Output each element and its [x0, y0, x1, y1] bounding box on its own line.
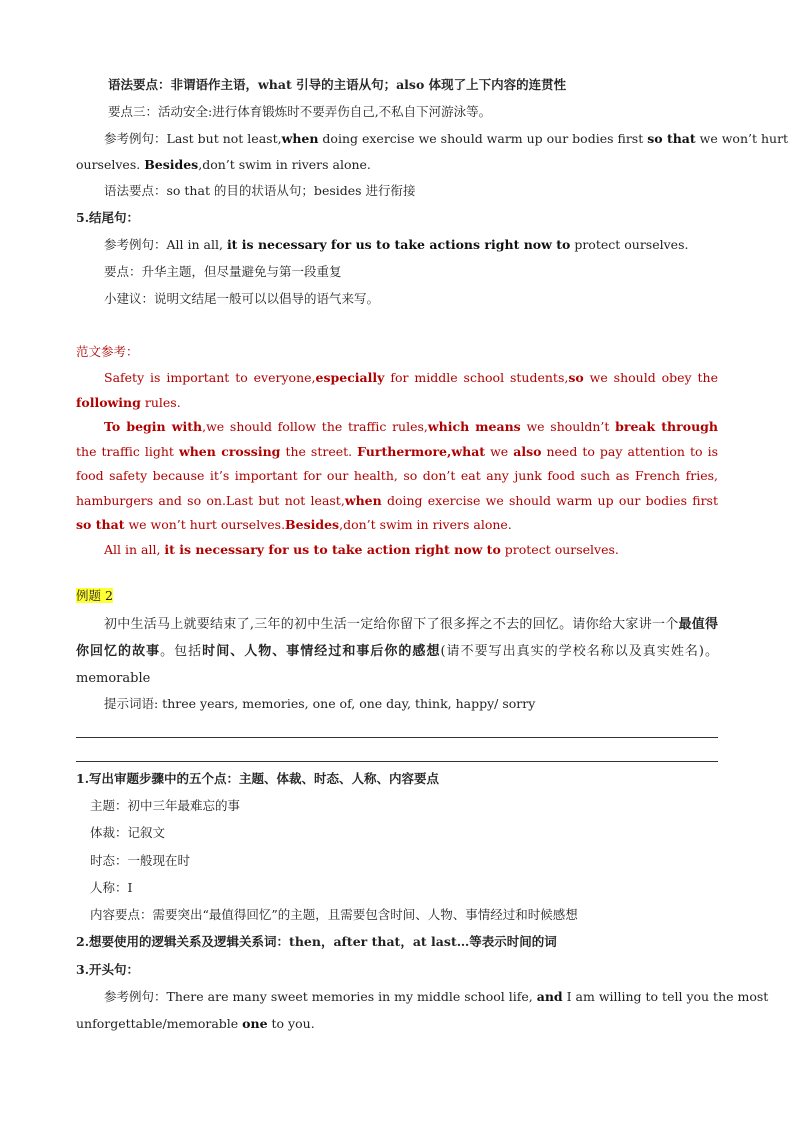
tense-line: 时态：一般现在时: [90, 853, 191, 868]
essay-paragraph-2: To begin with,we should follow the traffic rules,which means we shouldn’t break through the traffic light when crossing the street. Furthermore,what we also need to pay attention to is food safety because it’s important for our health, so don’t eat any junk food such as French fries, hamburgers and so on.Last but not least,when doing exercise we should warm up our bodies first so that we won’t hurt ourselves.Besides,don’t swim in rivers alone.: [76, 419, 718, 532]
point-three-line: 要点三：活动安全:进行体育锻炼时不要弄伤自己,不私自下河游泳等。: [108, 104, 492, 119]
grammar-points-line-b: 语法要点：so that 的目的状语从句；besides 进行衔接: [104, 183, 416, 198]
opening-example-line: 参考例句：There are many sweet memories in my middle school life, and I am willing to tell you the most: [104, 989, 769, 1004]
example-sentence-continuation: ourselves. Besides,don’t swim in rivers alone.: [76, 157, 371, 172]
answer-rule-2: [76, 761, 718, 762]
answer-rule-1: [76, 737, 718, 738]
step-3-heading: 3.开头句：: [76, 962, 140, 977]
opening-example-continuation: unforgettable/memorable one to you.: [76, 1016, 315, 1031]
model-essay-heading: 范文参考：: [76, 344, 139, 359]
ending-point-line: 要点：升华主题，但尽量避免与第一段重复: [104, 264, 342, 279]
essay-paragraph-1: Safety is important to everyone,especially for middle school students,so we should obey the following rules.: [76, 370, 718, 410]
ending-tip-line: 小建议：说明文结尾一般可以以倡导的语气来写。: [104, 291, 380, 306]
essay-paragraph-3: All in all, it is necessary for us to take action right now to protect ourselves.: [104, 541, 619, 557]
example-label: 参考例句：: [104, 131, 167, 146]
ending-example-line: 参考例句：All in all, it is necessary for us to take actions right now to protect ourselves.: [104, 237, 689, 252]
model-essay-body: [76, 366, 718, 562]
example-2-prompt: 初中生活马上就要结束了,三年的初中生活一定给你留下了很多挥之不去的回忆。请你给大家讲一个最值得你回忆的故事。包括时间、人物、事情经过和事后你的感想(请不要写出真实的学校名称以及真实姓名)。memorable: [76, 617, 718, 686]
genre-line: 体裁：记叙文: [90, 825, 166, 840]
step-2-heading: 2.想要使用的逻辑关系及逻辑关系词：then，after that，at last…等表示时间的词: [76, 934, 557, 949]
content-points-line: 内容要点：需要突出“最值得回忆”的主题，且需要包含时间、人物、事情经过和时候感想: [90, 907, 578, 922]
ending-heading: 5.结尾句：: [76, 210, 140, 225]
example-2-tag-line: [76, 586, 718, 606]
theme-line: 主题：初中三年最难忘的事: [90, 798, 241, 813]
hint-words-line: 提示词语: three years, memories, one of, one day, think, happy/ sorry: [104, 696, 536, 711]
step-1-heading: 1.写出审题步骤中的五个点：主题、体裁、时态、人称、内容要点: [76, 771, 440, 786]
example-2-tag: 例题 2: [76, 588, 113, 603]
example-sentence-line: 参考例句：Last but not least,when doing exercise we should warm up our bodies first so that we won’t hurt: [104, 131, 789, 146]
grammar-points-line: 语法要点：非谓语作主语，what 引导的主语从句；also 体现了上下内容的连贯性: [108, 77, 567, 92]
person-line: 人称：I: [90, 880, 133, 895]
